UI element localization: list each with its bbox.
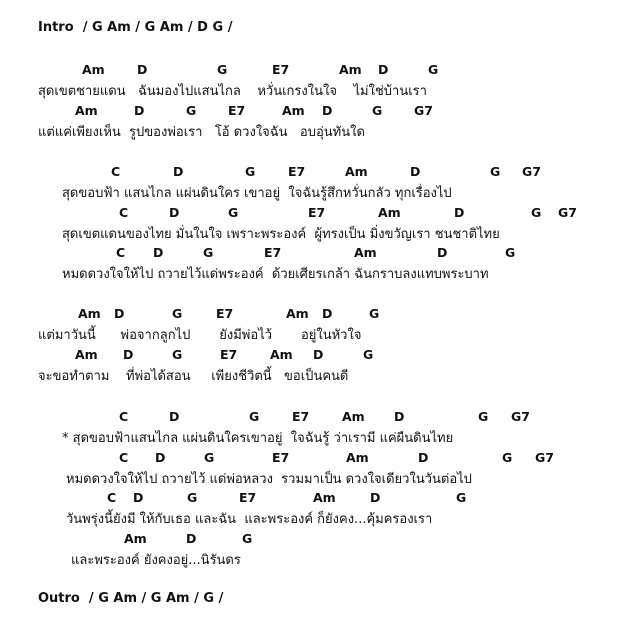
- chord-am: Am: [75, 347, 98, 362]
- chord-d: D: [137, 62, 148, 77]
- chord-g: G: [372, 103, 383, 118]
- chord-d: D: [169, 409, 180, 424]
- chord-g: G: [249, 409, 260, 424]
- chord-c: C: [111, 164, 121, 179]
- chord-d: D: [313, 347, 324, 362]
- chord-am: Am: [286, 306, 309, 321]
- chord-e7: E7: [272, 62, 290, 77]
- chord-c: C: [119, 205, 129, 220]
- chord-g: G: [245, 164, 256, 179]
- lyric-line: แต่มาวันนี้ พ่อจากลูกไป ยังมีพ่อไว้ อยู่ในหัวใจ: [38, 328, 362, 343]
- chord-e7: E7: [216, 306, 234, 321]
- lyric-line: หมดดวงใจให้ไป ถวายไว้ แด่พ่อหลวง รวมมาเป็น ดวงใจเดียวในวันต่อไป: [66, 472, 472, 487]
- chord-e7: E7: [272, 450, 290, 465]
- chord-c: C: [119, 409, 129, 424]
- chord-e7: E7: [220, 347, 238, 362]
- chord-g: G: [369, 306, 380, 321]
- chord-g: G: [505, 245, 516, 260]
- chord-am: Am: [82, 62, 105, 77]
- chord-e7: E7: [239, 490, 257, 505]
- chord-d: D: [322, 306, 333, 321]
- chord-d: D: [134, 103, 145, 118]
- chord-g: G: [186, 103, 197, 118]
- chord-e7: E7: [288, 164, 306, 179]
- chord-am: Am: [313, 490, 336, 505]
- chord-g7: G7: [535, 450, 554, 465]
- chord-d: D: [133, 490, 144, 505]
- chord-g: G: [502, 450, 513, 465]
- chord-d: D: [437, 245, 448, 260]
- chord-am: Am: [342, 409, 365, 424]
- chord-d: D: [169, 205, 180, 220]
- chord-am: Am: [346, 450, 369, 465]
- chord-g: G: [428, 62, 439, 77]
- chord-d: D: [186, 531, 197, 546]
- chord-d: D: [454, 205, 465, 220]
- chord-d: D: [418, 450, 429, 465]
- chord-g: G: [363, 347, 374, 362]
- chord-e7: E7: [292, 409, 310, 424]
- lyric-line: จะขอทำตาม ที่พ่อได้สอน เพียงชีวิตนี้ ขอเป็นคนดี: [38, 369, 349, 384]
- lyric-line: แต่แค่เพียงเห็น รูปของพ่อเรา โอ้ ดวงใจฉัน อบอุ่นทันใด: [38, 125, 365, 140]
- chord-c: C: [116, 245, 126, 260]
- lyric-line: สุดขอบฟ้า แสนไกล แผ่นดินใคร เขาอยู่ ใจฉันรู้สึกหวั่นกลัว ทุกเรื่องไป: [62, 186, 452, 201]
- chord-am: Am: [282, 103, 305, 118]
- chord-d: D: [155, 450, 166, 465]
- chord-am: Am: [339, 62, 362, 77]
- lyric-line: สุดเขตชายแดน ฉันมองไปแสนไกล หวั่นเกรงในใจ ไม่ใช่บ้านเรา: [38, 84, 427, 99]
- chord-d: D: [322, 103, 333, 118]
- outro-line: Outro / G Am / G Am / G /: [38, 591, 224, 606]
- chord-c: C: [119, 450, 129, 465]
- chord-am: Am: [78, 306, 101, 321]
- chord-g: G: [172, 306, 183, 321]
- chord-e7: E7: [308, 205, 326, 220]
- chord-am: Am: [270, 347, 293, 362]
- lyric-line: วันพรุ่งนี้ยังมี ให้กับเธอ และฉัน และพระองค์ ก็ยังคง...คุ้มครองเรา: [66, 512, 433, 527]
- chord-e7: E7: [264, 245, 282, 260]
- chord-g: G: [228, 205, 239, 220]
- chord-g7: G7: [522, 164, 541, 179]
- chord-g: G: [531, 205, 542, 220]
- chord-g: G: [242, 531, 253, 546]
- chord-g: G: [203, 245, 214, 260]
- chord-am: Am: [345, 164, 368, 179]
- chord-d: D: [123, 347, 134, 362]
- chord-g7: G7: [511, 409, 530, 424]
- chord-g: G: [187, 490, 198, 505]
- chord-e7: E7: [228, 103, 246, 118]
- chord-d: D: [410, 164, 421, 179]
- lyric-line: หมดดวงใจให้ไป ถวายไว้แด่พระองค์ ด้วยเศียรเกล้า ฉันกราบลงแทบพระบาท: [62, 267, 489, 282]
- chord-g: G: [490, 164, 501, 179]
- lyric-line: และพระองค์ ยังคงอยู่...นิรันดร: [71, 553, 241, 568]
- chord-d: D: [173, 164, 184, 179]
- chord-am: Am: [378, 205, 401, 220]
- lyric-line: สุดเขตแดนของไทย มั่นในใจ เพราะพระองค์ ผู้ทรงเป็น มิ่งขวัญเรา ชนชาติไทย: [62, 227, 500, 242]
- chord-d: D: [394, 409, 405, 424]
- intro-line: Intro / G Am / G Am / D G /: [38, 20, 233, 35]
- lyric-line: * สุดขอบฟ้าแสนไกล แผ่นดินใครเขาอยู่ ใจฉันรู้ ว่าเรามี แค่ผืนดินไทย: [62, 431, 454, 446]
- chord-am: Am: [124, 531, 147, 546]
- chord-g: G: [456, 490, 467, 505]
- chord-am: Am: [75, 103, 98, 118]
- chord-g: G: [204, 450, 215, 465]
- chord-g: G: [478, 409, 489, 424]
- chord-g: G: [217, 62, 228, 77]
- chord-g: G: [172, 347, 183, 362]
- chord-g7: G7: [414, 103, 433, 118]
- chord-d: D: [114, 306, 125, 321]
- chord-d: D: [378, 62, 389, 77]
- chord-d: D: [153, 245, 164, 260]
- chord-am: Am: [354, 245, 377, 260]
- chord-c: C: [107, 490, 117, 505]
- chord-d: D: [370, 490, 381, 505]
- chord-g7: G7: [558, 205, 577, 220]
